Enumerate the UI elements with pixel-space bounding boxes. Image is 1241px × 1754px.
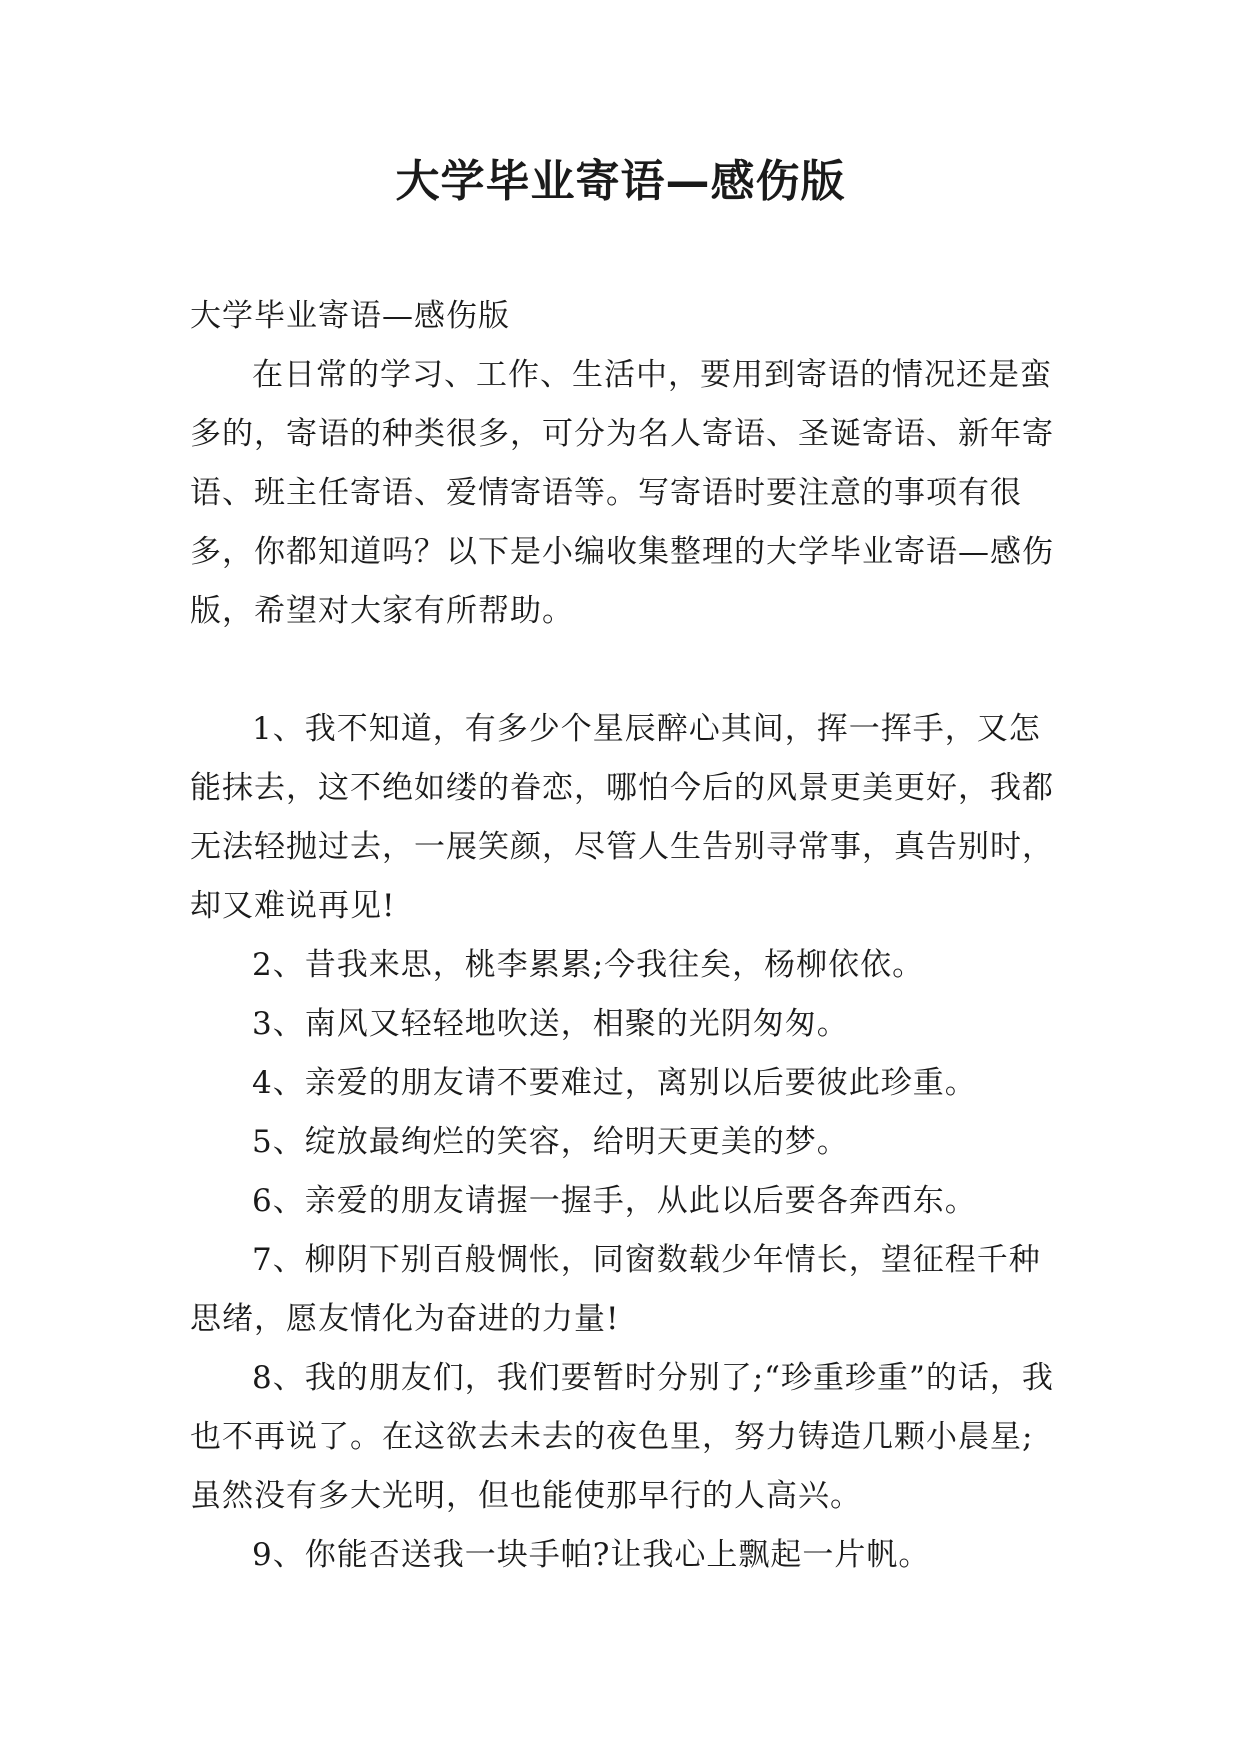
document-subtitle: 大学毕业寄语—感伤版 <box>190 298 510 334</box>
list-item: 1、我不知道，有多少个星辰醉心其间，挥一挥手，又怎能抹去，这不绝如缕的眷恋，哪怕今后的风景更美更好，我都无法轻抛过去，一展笑颜，尽管人生告别寻常事，真告别时，却又难说再见! <box>190 711 1054 924</box>
list-item: 8、我的朋友们，我们要暂时分别了;“珍重珍重”的话，我也不再说了。在这欲去未去的夜色里，努力铸造几颗小晨星;虽然没有多大光明，但也能使那早行的人高兴。 <box>190 1360 1054 1514</box>
list-item: 3、南风又轻轻地吹送，相聚的光阴匆匆。 <box>252 1006 849 1042</box>
document-body <box>190 287 1060 1585</box>
list-item: 7、柳阴下别百般惆怅，同窗数载少年情长，望征程千种思绪，愿友情化为奋进的力量! <box>190 1242 1041 1337</box>
list-item: 9、你能否送我一块手帕?让我心上飘起一片帆。 <box>252 1537 931 1573</box>
list-item: 5、绽放最绚烂的笑容，给明天更美的梦。 <box>252 1124 849 1160</box>
page-title: 大学毕业寄语—感伤版 <box>395 156 846 207</box>
paragraph-spacer <box>190 641 1060 700</box>
list-item: 2、昔我来思，桃李累累;今我往矣，杨柳依依。 <box>252 947 925 983</box>
list-item: 6、亲爱的朋友请握一握手，从此以后要各奔西东。 <box>252 1183 977 1219</box>
list-item: 4、亲爱的朋友请不要难过，离别以后要彼此珍重。 <box>252 1065 977 1101</box>
intro-paragraph: 在日常的学习、工作、生活中，要用到寄语的情况还是蛮多的，寄语的种类很多，可分为名人寄语、圣诞寄语、新年寄语、班主任寄语、爱情寄语等。写寄语时要注意的事项有很多，你都知道吗？以下是小编收集整理的大学毕业寄语—感伤版，希望对大家有所帮助。 <box>190 357 1054 629</box>
